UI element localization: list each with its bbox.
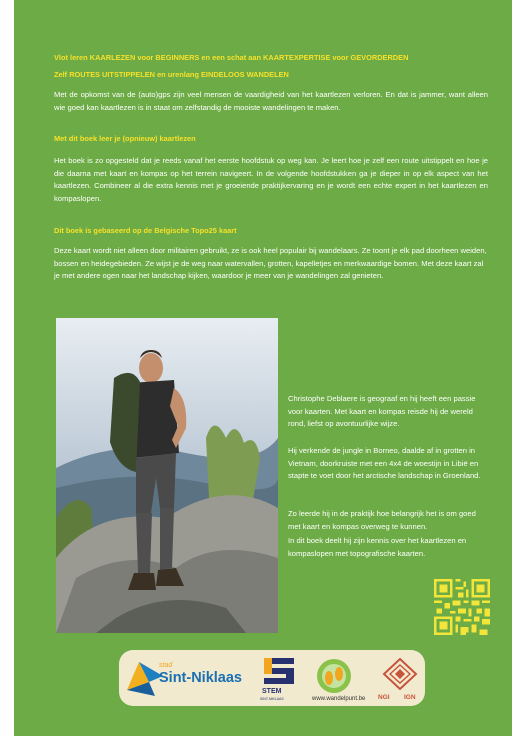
author-photo <box>56 318 278 633</box>
section1-heading: Met dit boek leer je (opnieuw) kaartlezen <box>54 134 196 143</box>
qr-code-icon <box>434 579 490 635</box>
intro-paragraph: Met de opkomst van de (auto)gps zijn veel mensen de vaardigheid van het kaartlezen verloren. En dat is jammer, want alleen wie goed kan kaartlezen is in staat om zelfstandig de mooiste wandelingen te maken. <box>54 90 488 112</box>
author-bio-3: Zo leerde hij in de praktijk hoe belangrijk het is om goed met kaart en kompas overweg te kunnen. <box>288 509 476 531</box>
ngi-ign-logo-icon <box>382 658 418 690</box>
sint-niklaas-name: Sint-Niklaas <box>159 670 242 686</box>
author-bio-1: Christophe Deblaere is geograaf en hij heeft een passie voor kaarten. Met kaart en kompas reisde hij de wereld rond, liefst op avontuurlijke wijze. <box>288 394 476 429</box>
stem-logo-icon <box>262 656 296 686</box>
partner-logos-banner <box>119 650 425 706</box>
ngi-label: NGI <box>378 694 390 701</box>
section2-paragraph: Deze kaart wordt niet alleen door militairen gebruikt, ze is ook heel populair bij wandelaars. Ze toont je elk pad doorheen weiden, bossen en heidegebieden. Ze wijst je de weg naar watervallen, grotten, kapelletjes en merkwaardige bomen. Met deze kaart zal je met andere ogen naar het landschap kijken, waardoor je meer van je wandelingen zal genieten. <box>54 246 487 281</box>
qr-code[interactable] <box>434 579 490 635</box>
tagline-2: Zelf ROUTES UITSTIPPELEN en urenlang EINDELOOS WANDELEN <box>54 70 289 79</box>
wandelpunt-url[interactable]: www.wandelpunt.be <box>312 696 366 702</box>
stem-name: STEM <box>262 688 282 695</box>
author-bio-4: In dit boek deelt hij zijn kennis over het kaartlezen en kompaslopen met topografische kaarten. <box>288 536 467 558</box>
stad-label: stad <box>159 662 173 669</box>
section2-heading: Dit boek is gebaseerd op de Belgische Topo25 kaart <box>54 226 237 235</box>
wandelpunt-logo-icon <box>316 658 352 694</box>
stem-subtitle: SINT-NIKLAAS <box>260 697 284 701</box>
section1-paragraph: Het boek is zo opgesteld dat je reeds vanaf het eerste hoofdstuk op weg kan. Je leert hoe je zelf een route uitstippelt en hoe je die daarna met kaart en kompas op het terrein navigeert. In de volgende hoofdstukken ga je dieper in op elk aspect van het kaartlezen. Combineer al die extra kennis met je groeiende praktijkervaring en je wordt een echte expert in het kaartlezen en kompaslopen. <box>54 156 488 203</box>
tagline-1: Vlot leren KAARLEZEN voor BEGINNERS en een schat aan KAARTEXPERTISE voor GEVORDERDEN <box>54 53 409 62</box>
ign-label: IGN <box>404 694 416 701</box>
author-photo-illustration <box>56 318 278 633</box>
author-bio-2: Hij verkende de jungle in Borneo, daalde af in grotten in Vietnam, doorkruiste met een 4x4 de woestijn in Libië en stapte te voet door het arctische landschap in Groenland. <box>288 446 481 481</box>
